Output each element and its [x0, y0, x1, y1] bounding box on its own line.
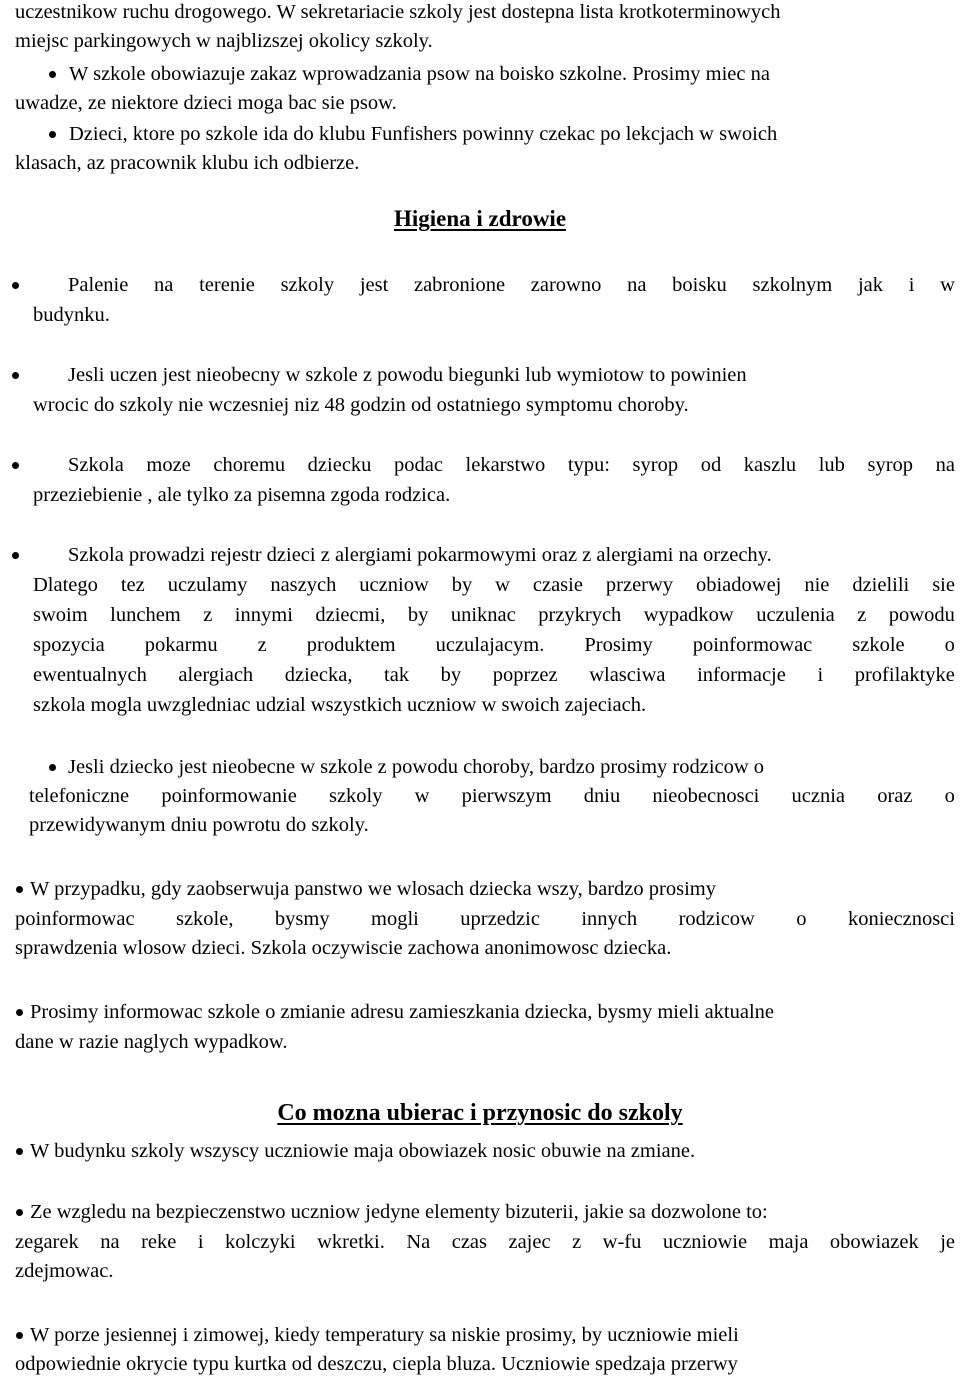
- word: lunchem: [110, 604, 181, 626]
- word: czas: [451, 1231, 487, 1253]
- word: dziecku: [307, 454, 372, 476]
- bullet-icon: [49, 131, 56, 138]
- bullet-icon: [12, 462, 19, 469]
- word: nie: [804, 574, 830, 596]
- word: innych: [581, 908, 638, 930]
- list-item-line: Jesli dziecko jest nieobecne w szkole z powodu choroby, bardzo prosimy rodzicow o: [68, 756, 765, 778]
- list-item-line: odpowiednie okrycie typu kurtka od deszczu, ciepla bluza. Uczniowie spedzaja przerwy: [15, 1353, 738, 1375]
- word: maja: [768, 1231, 809, 1253]
- word: poinformowanie: [161, 785, 297, 807]
- word: z: [203, 604, 213, 626]
- word: produktem: [306, 634, 396, 656]
- word: uczniowie: [662, 1231, 748, 1253]
- word: uprzedzic: [460, 908, 540, 930]
- list-item-line: dane w razie naglych wypadkow.: [15, 1031, 288, 1053]
- word: lub: [818, 454, 845, 476]
- word: by: [440, 664, 462, 686]
- word: syrop: [867, 454, 914, 476]
- word: o: [796, 908, 807, 930]
- list-item-line: Prosimy informowac szkole o zmianie adresu zamieszkania dziecka, bysmy mieli aktualne: [30, 1001, 775, 1023]
- list-item-line: W szkole obowiazuje zakaz wprowadzania psow na boisko szkolne. Prosimy miec na: [69, 63, 770, 85]
- word: zajec: [508, 1231, 551, 1253]
- word: profilaktyke: [854, 664, 955, 686]
- list-item-line: [33, 631, 955, 659]
- word: zarowno: [530, 274, 602, 296]
- word: typu:: [567, 454, 610, 476]
- bullet-icon: [16, 1209, 23, 1216]
- word: wkretki.: [317, 1231, 385, 1253]
- bullet-icon: [16, 1148, 23, 1155]
- word: terenie: [199, 274, 255, 296]
- list-item-line: [33, 571, 955, 599]
- word: w: [414, 785, 430, 807]
- word: koniecznosci: [847, 908, 955, 930]
- list-item-line: [68, 271, 955, 299]
- word: szkoly: [328, 785, 383, 807]
- word: ewentualnych: [33, 664, 147, 686]
- word: boisku: [672, 274, 727, 296]
- list-item-line: Ze wzgledu na bezpieczenstwo uczniow jedyne elementy bizuterii, jakie sa dozwolone to:: [30, 1201, 768, 1223]
- word: obowiazek: [829, 1231, 919, 1253]
- word: lekarstwo: [465, 454, 546, 476]
- list-item-line: uwadze, ze niektore dzieci moga bac sie psow.: [15, 92, 397, 114]
- word: syrop: [632, 454, 679, 476]
- section-heading-clothing: Co mozna ubierac i przynosic do szkoly: [277, 1100, 683, 1126]
- word: o: [944, 634, 955, 656]
- word: szkole,: [175, 908, 234, 930]
- bullet-icon: [16, 1332, 23, 1339]
- word: podac: [394, 454, 443, 476]
- word: dniu: [583, 785, 621, 807]
- word: swoim: [33, 604, 88, 626]
- word: uczulamy: [167, 574, 248, 596]
- word: Palenie: [68, 274, 129, 296]
- word: poinformowac: [692, 634, 813, 656]
- word: jest: [359, 274, 389, 296]
- list-item-line: sprawdzenia wlosow dzieci. Szkola oczywiscie zachowa anonimowosc dziecka.: [15, 937, 672, 959]
- word: zegarek: [15, 1231, 79, 1253]
- list-item-line: przeziebienie , ale tylko za pisemna zgoda rodzica.: [33, 484, 451, 506]
- word: alergiach: [178, 664, 254, 686]
- word: spozycia: [33, 634, 105, 656]
- word: w-fu: [602, 1231, 642, 1253]
- word: wlasciwa: [589, 664, 666, 686]
- word: przykrych: [538, 604, 622, 626]
- list-item-line: szkola mogla uwzgledniac udzial wszystkich uczniow w swoich zajeciach.: [33, 694, 647, 716]
- list-item-line: Jesli uczen jest nieobecny w szkole z powodu biegunki lub wymiotow to powinien: [68, 364, 747, 386]
- word: poinformowac: [15, 908, 135, 930]
- list-item-line: wrocic do szkoly nie wczesniej niz 48 godzin od ostatniego symptomu choroby.: [33, 394, 689, 416]
- list-item-line: W przypadku, gdy zaobserwuja panstwo we wlosach dziecka wszy, bardzo prosimy: [30, 878, 716, 900]
- word: Prosimy: [584, 634, 653, 656]
- bullet-icon: [16, 886, 23, 893]
- word: w: [495, 574, 510, 596]
- word: mogli: [371, 908, 419, 930]
- word: w: [940, 274, 955, 296]
- section-heading-health: Higiena i zdrowie: [393, 206, 567, 231]
- word: na: [627, 274, 647, 296]
- word: moze: [146, 454, 191, 476]
- word: tez: [120, 574, 145, 596]
- word: informacje: [697, 664, 786, 686]
- word: powodu: [888, 604, 955, 626]
- word: jak: [857, 274, 883, 296]
- list-item-line: Szkola prowadzi rejestr dzieci z alergiami pokarmowymi oraz z alergiami na orzechy.: [68, 544, 772, 566]
- list-item-line: [68, 451, 955, 479]
- word: oraz: [877, 785, 913, 807]
- word: i: [908, 274, 915, 296]
- word: dziecka,: [284, 664, 353, 686]
- word: przerwy: [605, 574, 674, 596]
- word: z: [257, 634, 267, 656]
- word: by: [407, 604, 429, 626]
- bullet-icon: [12, 552, 19, 559]
- list-item-line: [29, 782, 955, 810]
- word: uczulajacym.: [435, 634, 545, 656]
- word: szkoly: [280, 274, 335, 296]
- list-item-line: W budynku szkoly wszyscy uczniowie maja obowiazek nosic obuwie na zmiane.: [30, 1140, 696, 1162]
- paragraph-line: uczestnikow ruchu drogowego. W sekretariacie szkoly jest dostepna lista krotkoterminowych: [15, 1, 781, 23]
- word: uniknac: [450, 604, 516, 626]
- word: pokarmu: [144, 634, 218, 656]
- word: pierwszym: [461, 785, 552, 807]
- word: kaszlu: [743, 454, 797, 476]
- word: rodzicow: [678, 908, 755, 930]
- word: telefoniczne: [29, 785, 130, 807]
- word: naszych: [270, 574, 337, 596]
- paragraph-line: miejsc parkingowych w najblizszej okolicy szkoly.: [15, 30, 433, 52]
- word: choremu: [213, 454, 286, 476]
- word: o: [944, 785, 955, 807]
- word: ucznia: [791, 785, 846, 807]
- word: szkole: [852, 634, 905, 656]
- word: czasie: [532, 574, 583, 596]
- word: na: [154, 274, 174, 296]
- word: z: [572, 1231, 582, 1253]
- word: nieobecnosci: [652, 785, 760, 807]
- list-item-line: zdejmowac.: [15, 1260, 114, 1282]
- word: je: [940, 1231, 955, 1253]
- word: z: [857, 604, 867, 626]
- list-item-line: [15, 905, 955, 933]
- list-item-line: klasach, az pracownik klubu ich odbierze.: [15, 152, 360, 174]
- word: od: [700, 454, 722, 476]
- word: szkolnym: [752, 274, 833, 296]
- word: na: [100, 1231, 120, 1253]
- list-item-line: [15, 1228, 955, 1256]
- bullet-icon: [12, 282, 19, 289]
- word: Szkola: [68, 454, 124, 476]
- list-item-line: przewidywanym dniu powrotu do szkoly.: [29, 814, 369, 836]
- word: uczulenia: [756, 604, 835, 626]
- word: reke: [141, 1231, 177, 1253]
- word: uczniow: [359, 574, 429, 596]
- word: kolczyki: [225, 1231, 296, 1253]
- word: dzielili: [852, 574, 910, 596]
- word: innymi: [234, 604, 293, 626]
- list-item-line: budynku.: [33, 304, 110, 326]
- bullet-icon: [16, 1009, 23, 1016]
- list-item-line: Dzieci, ktore po szkole ida do klubu Funfishers powinny czekac po lekcjach w swoich: [69, 123, 778, 145]
- word: i: [197, 1231, 204, 1253]
- list-item-line: W porze jesiennej i zimowej, kiedy temperatury sa niskie prosimy, by uczniowie mieli: [30, 1324, 739, 1346]
- list-item-line: [33, 601, 955, 629]
- word: tak: [384, 664, 410, 686]
- word: dziecmi,: [315, 604, 386, 626]
- word: Dlatego: [33, 574, 98, 596]
- word: sie: [932, 574, 955, 596]
- word: obiadowej: [695, 574, 782, 596]
- word: bysmy: [274, 908, 330, 930]
- word: Na: [406, 1231, 431, 1253]
- word: by: [451, 574, 473, 596]
- word: poprzez: [492, 664, 558, 686]
- list-item-line: [33, 661, 955, 689]
- word: wypadkow: [643, 604, 734, 626]
- bullet-icon: [49, 764, 56, 771]
- word: na: [935, 454, 955, 476]
- bullet-icon: [49, 71, 56, 78]
- word: zabronione: [413, 274, 506, 296]
- word: i: [817, 664, 824, 686]
- bullet-icon: [12, 372, 19, 379]
